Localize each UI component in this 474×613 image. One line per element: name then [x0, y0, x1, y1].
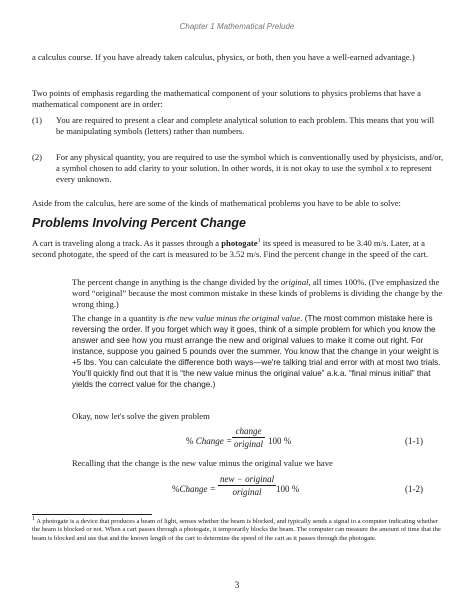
- term-photogate: photogate: [221, 238, 258, 248]
- footnote-text: A photogate is a device that produces a beam of light, senses whether the beam is blocked, and typically sends a signal to a computer indicating whether the beam is blocked or not. When a cart passes through a photogate, it temporarily blocks the beam. The computer can measure the amount of time that the beam is blocked and use that and the known length of the cart to determine the speed of the cart as it passes through the photogate.: [32, 518, 441, 542]
- fraction: [218, 474, 276, 497]
- footnote-ref[interactable]: 1: [257, 238, 261, 245]
- equation-rhs: 100 %: [276, 484, 300, 494]
- numerator: new − original: [220, 474, 275, 484]
- problem-statement: [32, 238, 444, 260]
- emphasis: original: [280, 277, 309, 287]
- problem-text: A cart is traveling along a track. As it passes through a: [32, 238, 222, 248]
- percent-sign: %: [172, 484, 180, 494]
- footnote: [32, 515, 444, 543]
- list-text-part: to represent every unknown.: [56, 163, 432, 184]
- text: . (The most common mistake here is reversing the order. If you forget which way it goes, think of a simple problem for which you know the answer and see how you must arrange the new and original values to make it come out right. For instance, suppose you gained 5 pounds over the summer. You know that the change in your weight is +5 lbs. You can calculate the difference both ways—we're talking trial and error with at most two trials. You'll quickly find out that it is “the new value minus the original value” a.k.a. “final minus initial” that yields the correct value for the change.): [72, 314, 441, 389]
- paragraph-emphasis: Two points of emphasis regarding the mathematical component of your solutions to physics problems that have a mathematical component are in order:: [32, 88, 421, 109]
- percent-sign: %: [186, 436, 194, 446]
- list-text-part: For any physical quantity, you are required to use the symbol which is conventionally used by physicists, and/or, a symbol chosen to add clarity to your solution. In other words, it is not okay to use the symbol: [56, 152, 444, 173]
- equation-number: (1-2): [405, 484, 423, 494]
- running-header: Chapter 1 Mathematical Prelude: [179, 22, 295, 31]
- list-number: (1): [32, 115, 43, 125]
- discussion-paragraph: [72, 313, 444, 390]
- equation-lhs: [172, 484, 216, 494]
- discussion-paragraph: Recalling that the change is the new value minus the original value we have: [72, 458, 333, 468]
- numerator: change: [232, 426, 265, 438]
- lhs-text: Change =: [193, 436, 233, 446]
- text: , all times 100%. (I've emphasized the word “original” because the most common mistake in these kinds of problems is dividing the change by the wrong thing.): [72, 277, 443, 309]
- page-number: 3: [234, 580, 240, 590]
- discussion-paragraph: [72, 277, 444, 310]
- text: The percent change in anything is the change divided by the: [72, 277, 281, 287]
- footnote-divider: [32, 514, 152, 515]
- section-heading: Problems Involving Percent Change: [32, 216, 246, 230]
- equation-number: (1-1): [405, 436, 423, 446]
- paragraph-intro: a calculus course. If you have already taken calculus, physics, or both, then you have a well-earned advantage.): [32, 52, 415, 62]
- list-text: You are required to present a clear and complete analytical solution to each problem. This means that you will be manipulating symbols (letters) rather than numbers.: [56, 115, 435, 136]
- fraction: [232, 426, 265, 449]
- emphasis: the new value minus the original value: [166, 313, 301, 323]
- list-item: [32, 152, 444, 185]
- problem-text: its speed is measured to be 3.40 m/s. Later, at a second photogate, the speed of the cart is measured to be 3.52 m/s. Find the percent change in the speed of the cart.: [32, 238, 429, 259]
- lhs-text: Change =: [179, 484, 216, 494]
- list-item: [32, 115, 444, 137]
- symbol-x: x: [385, 163, 390, 173]
- paragraph-aside: Aside from the calculus, here are some of the kinds of mathematical problems you have to be able to solve:: [32, 198, 401, 208]
- denominator: original: [234, 439, 264, 449]
- text: The change in a quantity is: [72, 313, 167, 323]
- equation-rhs: 100 %: [268, 436, 292, 446]
- discussion-paragraph: Okay, now let's solve the given problem: [72, 411, 210, 421]
- list-text: [56, 152, 444, 185]
- footnote-marker: 1: [32, 515, 35, 522]
- denominator: original: [232, 487, 262, 497]
- list-number: (2): [32, 152, 43, 162]
- equation-lhs: [186, 436, 232, 446]
